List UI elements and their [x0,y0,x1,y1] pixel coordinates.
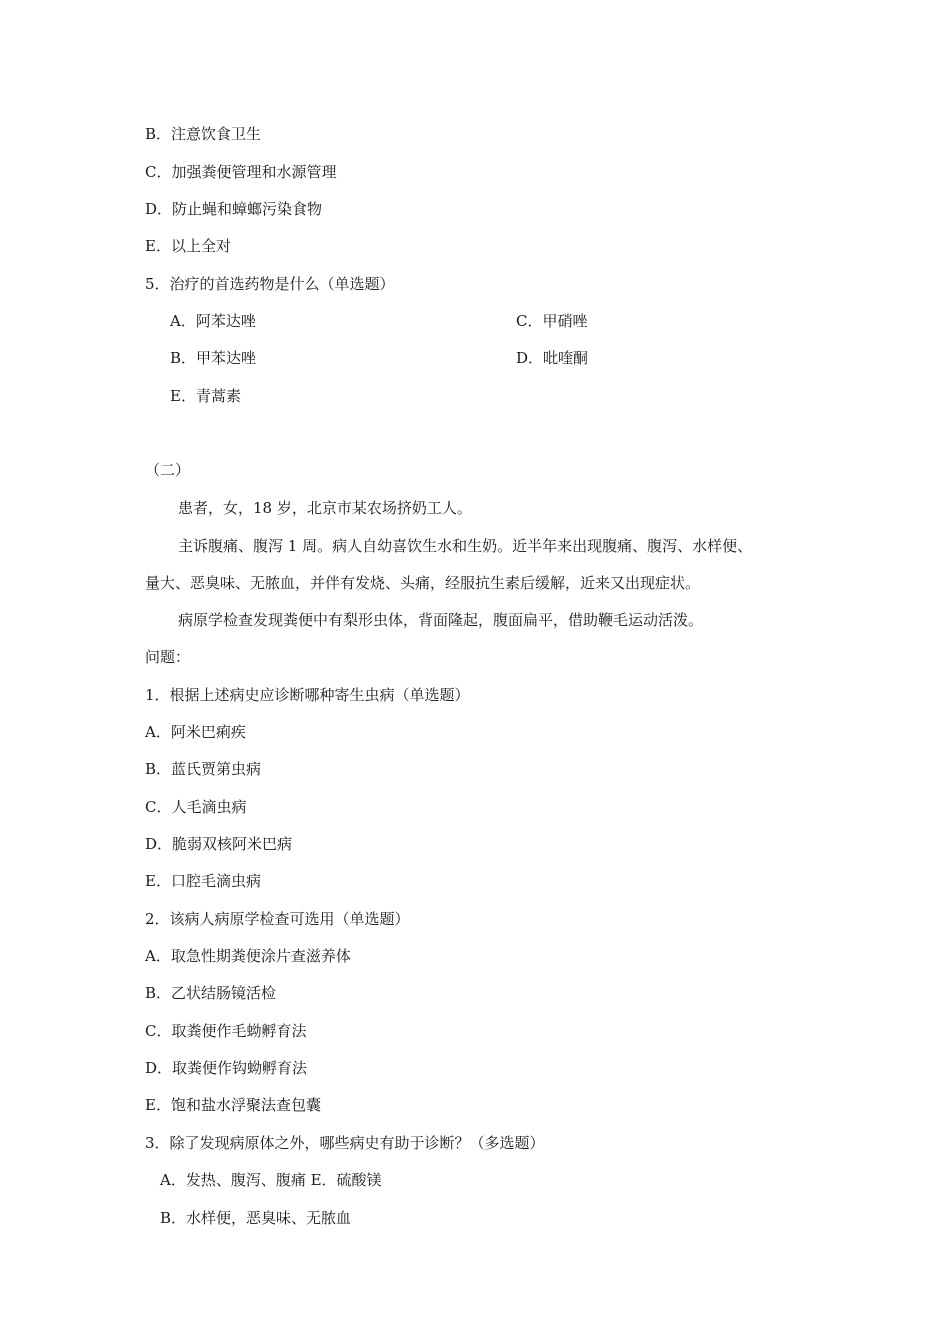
question-1-option-d: D．脆弱双核阿米巴病 [145,835,293,853]
question-5-option-d: D．吡喹酮 [516,349,589,367]
question-1-option-c: C．人毛滴虫病 [145,798,247,816]
question-2-option-c: C．取粪便作毛蚴孵育法 [145,1022,307,1040]
question-2-option-e: E．饱和盐水浮聚法查包囊 [145,1096,321,1114]
case-2-heading: （二） [145,461,191,479]
question-1-option-e: E．口腔毛滴虫病 [145,872,261,890]
question-5-option-b: B．甲苯达唑 [170,349,257,367]
question-5-option-a: A．阿苯达唑 [170,312,256,330]
question-1-option-b: B．蓝氏贾第虫病 [145,760,262,778]
case-2-lab-finding: 病原学检查发现粪便中有梨形虫体，背面隆起，腹面扁平，借助鞭毛运动活泼。 [178,611,704,629]
question-3-option-a: A．发热、腹泻、腹痛 E．硫酸镁 [160,1171,382,1189]
prev-question-option-b: B．注意饮食卫生 [145,125,262,143]
question-3-option-b: B．水样便，恶臭味、无脓血 [160,1209,352,1227]
case-2-complaint-line-1: 主诉腹痛、腹泻 1 周。病人自幼喜饮生水和生奶。近半年来出现腹痛、腹泻、水样便、 [178,537,753,555]
prev-question-option-c: C．加强粪便管理和水源管理 [145,163,337,181]
question-5-option-c: C．甲硝唑 [516,312,588,330]
question-5-option-e: E．青蒿素 [170,387,241,405]
question-2-option-a: A．取急性期粪便涂片查滋养体 [145,947,351,965]
question-5-text: 5．治疗的首选药物是什么（单选题） [145,275,395,293]
question-2-option-d: D．取粪便作钩蚴孵育法 [145,1059,308,1077]
question-3-text: 3．除了发现病原体之外，哪些病史有助于诊断？（多选题） [145,1134,545,1152]
prev-question-option-d: D．防止蝇和蟑螂污染食物 [145,200,323,218]
questions-label: 问题： [145,648,191,666]
prev-question-option-e: E．以上全对 [145,237,231,255]
question-2-text: 2．该病人病原学检查可选用（单选题） [145,910,410,928]
question-1-option-a: A．阿米巴痢疾 [145,723,246,741]
case-2-patient: 患者，女，18 岁，北京市某农场挤奶工人。 [178,499,472,517]
question-1-text: 1．根据上述病史应诊断哪种寄生虫病（单选题） [145,686,470,704]
case-2-complaint-line-2: 量大、恶臭味、无脓血，并伴有发烧、头痛，经服抗生素后缓解，近来又出现症状。 [145,574,701,592]
question-2-option-b: B．乙状结肠镜活检 [145,984,277,1002]
